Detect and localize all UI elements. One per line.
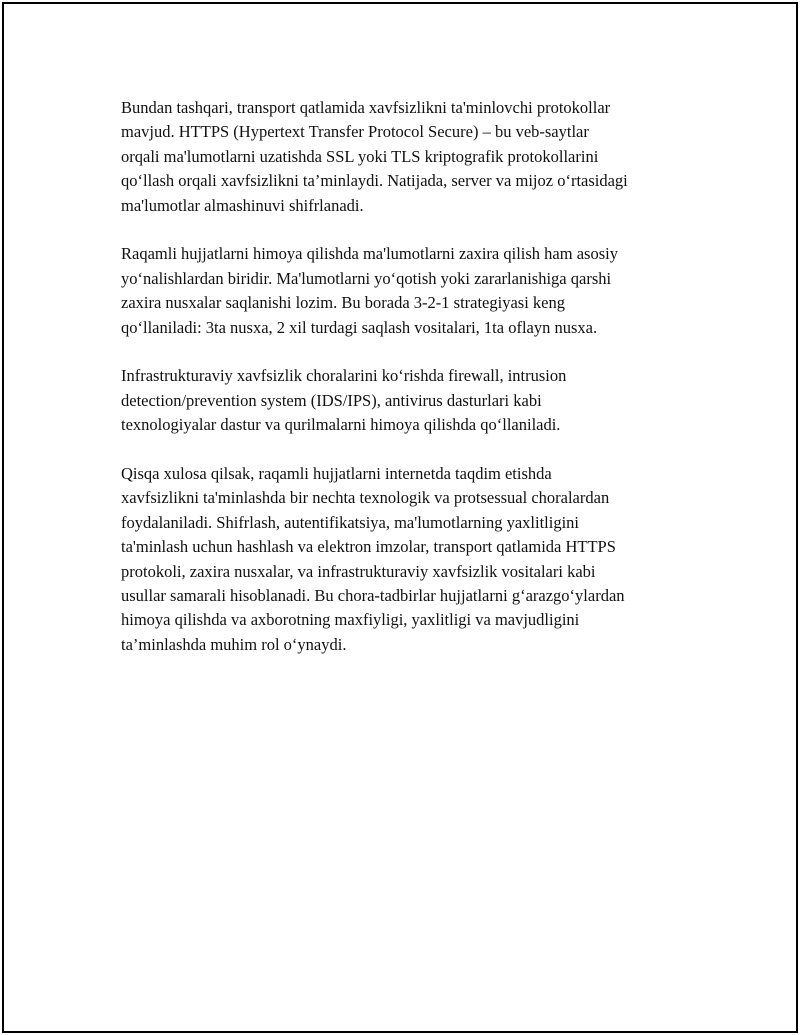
text-line: texnologiyalar dastur va qurilmalarni himoya qilishda qo‘llaniladi. xyxy=(121,415,561,435)
page-frame xyxy=(2,2,798,1033)
text-line: yo‘nalishlardan biridir. Ma'lumotlarni yo‘qotish yoki zararlanishiga qarshi xyxy=(121,268,612,288)
text-line: zaxira nusxalar saqlanishi lozim. Bu borada 3-2-1 strategiyasi keng xyxy=(121,293,565,313)
text-line: ta'minlash uchun hashlash va elektron imzolar, transport qatlamida HTTPS xyxy=(121,537,616,557)
text-line: orqali ma'lumotlarni uzatishda SSL yoki TLS kriptografik protokollarini xyxy=(121,146,599,166)
text-line: qo‘llash orqali xavfsizlikni ta’minlaydi. Natijada, server va mijoz o‘rtasidagi xyxy=(121,171,628,191)
text-line: protokoli, zaxira nusxalar, va infrastrukturaviy xavfsizlik vositalari kabi xyxy=(121,561,596,581)
paragraph-backup xyxy=(121,242,701,340)
text-line: foydalaniladi. Shifrlash, autentifikatsiya, ma'lumotlarning yaxlitligini xyxy=(121,512,580,532)
text-line: Bundan tashqari, transport qatlamida xavfsizlikni ta'minlovchi protokollar xyxy=(121,98,611,117)
text-line: ta’minlashda muhim rol o‘ynaydi. xyxy=(121,634,347,654)
text-line: mavjud. HTTPS (Hypertext Transfer Protocol Secure) – bu veb-saytlar xyxy=(121,122,589,142)
text-line: qo‘llaniladi: 3ta nusxa, 2 xil turdagi saqlash vositalari, 1ta oflayn nusxa. xyxy=(121,317,598,337)
text-line: xavfsizlikni ta'minlashda bir nechta texnologik va protsessual choralardan xyxy=(121,488,610,508)
paragraph-infrastructure xyxy=(121,364,701,437)
text-line: Qisqa xulosa qilsak, raqamli hujjatlarni internetda taqdim etishda xyxy=(121,464,552,484)
paragraph-conclusion xyxy=(121,462,701,657)
document-body xyxy=(121,96,701,682)
text-line: Raqamli hujjatlarni himoya qilishda ma'lumotlarni zaxira qilish ham asosiy xyxy=(121,244,618,264)
text-line: ma'lumotlar almashinuvi shifrlanadi. xyxy=(121,195,364,215)
text-line: detection/prevention system (IDS/IPS), antivirus dasturlari kabi xyxy=(121,390,542,410)
paragraph-transport-security xyxy=(121,96,701,218)
text-line: usullar samarali hisoblanadi. Bu chora-tadbirlar hujjatlarni g‘arazgo‘ylardan xyxy=(121,586,625,606)
text-line: Infrastrukturaviy xavfsizlik choralarini ko‘rishda firewall, intrusion xyxy=(121,366,567,386)
text-line: himoya qilishda va axborotning maxfiyligi, yaxlitligi va mavjudligini xyxy=(121,610,580,630)
